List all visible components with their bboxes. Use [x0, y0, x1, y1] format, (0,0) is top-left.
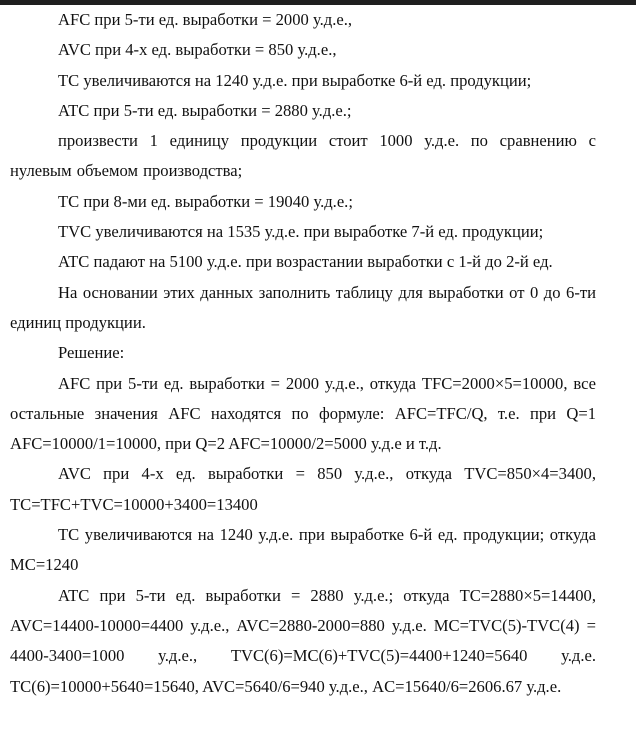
section-heading: Решение: — [58, 343, 125, 363]
paragraph: AVC при 4-х ед. выработки = 850 у.д.е., откуда TVC=850×4=3400, TC=TFC+TVC=10000+3400=13400 — [10, 464, 596, 514]
paragraph: TC увеличиваются на 1240 у.д.е. при выработке 6-й ед. продукции; — [58, 70, 532, 90]
paragraph: ATC при 5-ти ед. выработки = 2880 у.д.е.; — [58, 100, 352, 120]
paragraph: AFC при 5-ти ед. выработки = 2000 у.д.е., откуда TFC=2000×5=10000, все остальные значения AFC находятся по формуле: AFC=TFC/Q, т.е. при Q=1 AFC=10000/1=10000, при Q=2 AFC=10000/2=5000 у.д.е и т.д. — [10, 373, 596, 454]
paragraph: произвести 1 единицу продукции стоит 1000 у.д.е. по сравнению с нулевым объемом производства; — [10, 131, 596, 181]
paragraph: AFC при 5-ти ед. выработки = 2000 у.д.е., — [58, 10, 353, 29]
paragraph: На основании этих данных заполнить таблицу для выработки от 0 до 6-ти единиц продукции. — [10, 282, 596, 332]
document-body — [10, 5, 596, 702]
paragraph: ATC падают на 5100 у.д.е. при возрастании выработки с 1-й до 2-й ед. — [58, 252, 553, 272]
paragraph: AVC при 4-х ед. выработки = 850 у.д.е., — [58, 40, 337, 60]
paragraph: TVC увеличиваются на 1535 у.д.е. при выработке 7-й ед. продукции; — [58, 222, 544, 242]
paragraph: ATC при 5-ти ед. выработки = 2880 у.д.е.; откуда TC=2880×5=14400, AVC=14400-10000=4400 у.д.е., AVC=2880-2000=880 у.д.е. MC=TVC(5)-TVC(4) = 4400-3400=1000 у.д.е., TVC(6)=MC(6)+TVC(5)=4400+1240=5640 у.д.е. TC(6)=10000+5640=15640, AVC=5640/6=940 у.д.е., AC=15640/6=2606.67 у.д.е. — [10, 585, 596, 696]
paragraph: TC увеличиваются на 1240 у.д.е. при выработке 6-й ед. продукции; откуда MC=1240 — [10, 525, 596, 575]
paragraph: TC при 8-ми ед. выработки = 19040 у.д.е.; — [58, 191, 353, 211]
